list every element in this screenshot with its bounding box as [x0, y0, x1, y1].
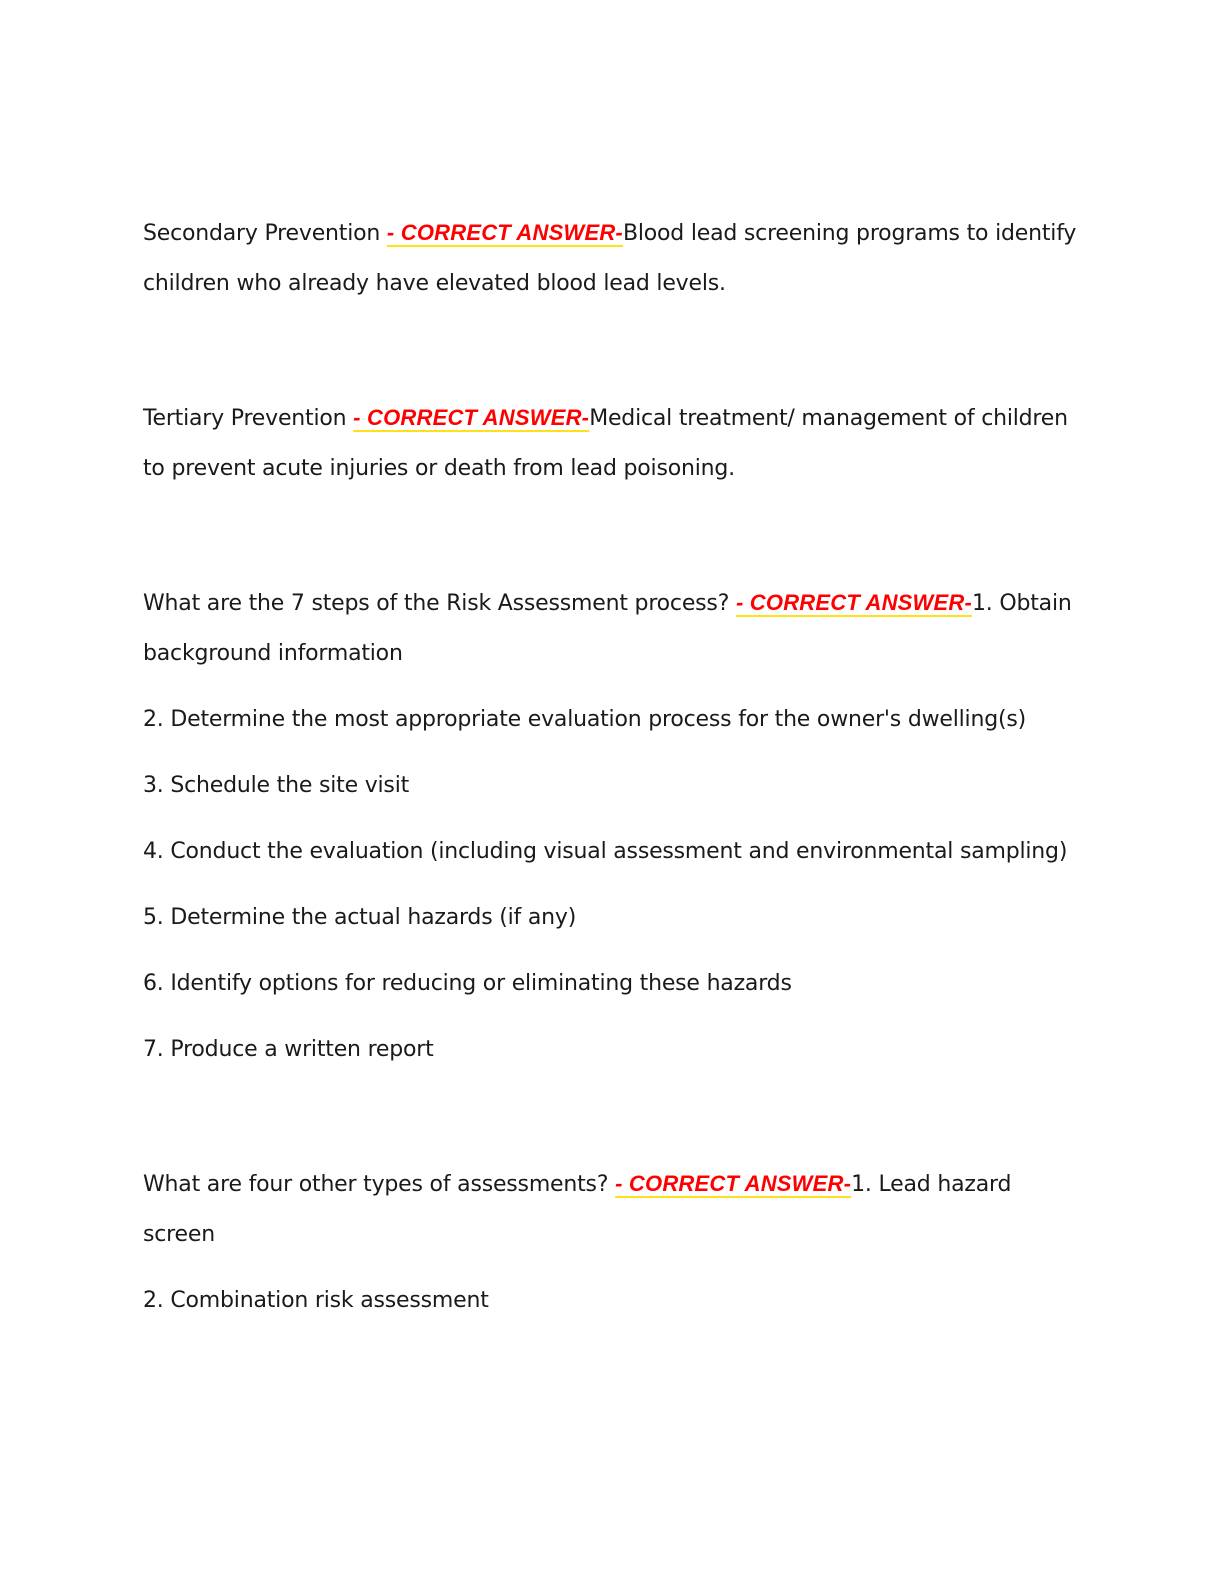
qa-paragraph [143, 393, 1083, 494]
step-item: 7. Produce a written report [143, 1037, 434, 1062]
question-text: Tertiary Prevention [143, 406, 347, 431]
qa-item-risk-assessment-steps [143, 578, 1083, 1075]
correct-answer-tag: - CORRECT ANSWER- [353, 405, 590, 430]
answer-text: Medical treatment/ management of children to prevent acute injuries or death from lead poisoning. [143, 406, 1068, 481]
answer-text: 1. Lead hazard screen [143, 1172, 1012, 1247]
step-item: 6. Identify options for reducing or eliminating these hazards [143, 971, 792, 996]
step-item: 3. Schedule the site visit [143, 773, 410, 798]
correct-answer-tag: - CORRECT ANSWER- [386, 220, 623, 245]
document-page [143, 208, 1083, 1326]
correct-answer-tag: - CORRECT ANSWER- [735, 590, 972, 615]
correct-answer-tag: - CORRECT ANSWER- [615, 1171, 852, 1196]
step-item: 2. Determine the most appropriate evaluation process for the owner's dwelling(s) [143, 707, 1026, 732]
qa-item-secondary-prevention [143, 208, 1083, 309]
qa-paragraph [143, 1159, 1083, 1260]
qa-paragraph [143, 578, 1083, 679]
qa-item-other-assessments [143, 1159, 1083, 1326]
step-item: 2. Combination risk assessment [143, 1288, 489, 1313]
answer-text: Blood lead screening programs to identify children who already have elevated blood lead levels. [143, 221, 1077, 296]
step-item: 4. Conduct the evaluation (including visual assessment and environmental sampling) [143, 839, 1068, 864]
qa-item-tertiary-prevention [143, 393, 1083, 494]
qa-paragraph [143, 208, 1083, 309]
question-text: What are the 7 steps of the Risk Assessment process? [143, 591, 730, 616]
step-item: 5. Determine the actual hazards (if any) [143, 905, 577, 930]
answer-text: 1. Obtain background information [143, 591, 1072, 666]
question-text: What are four other types of assessments? [143, 1172, 609, 1197]
question-text: Secondary Prevention [143, 221, 381, 246]
